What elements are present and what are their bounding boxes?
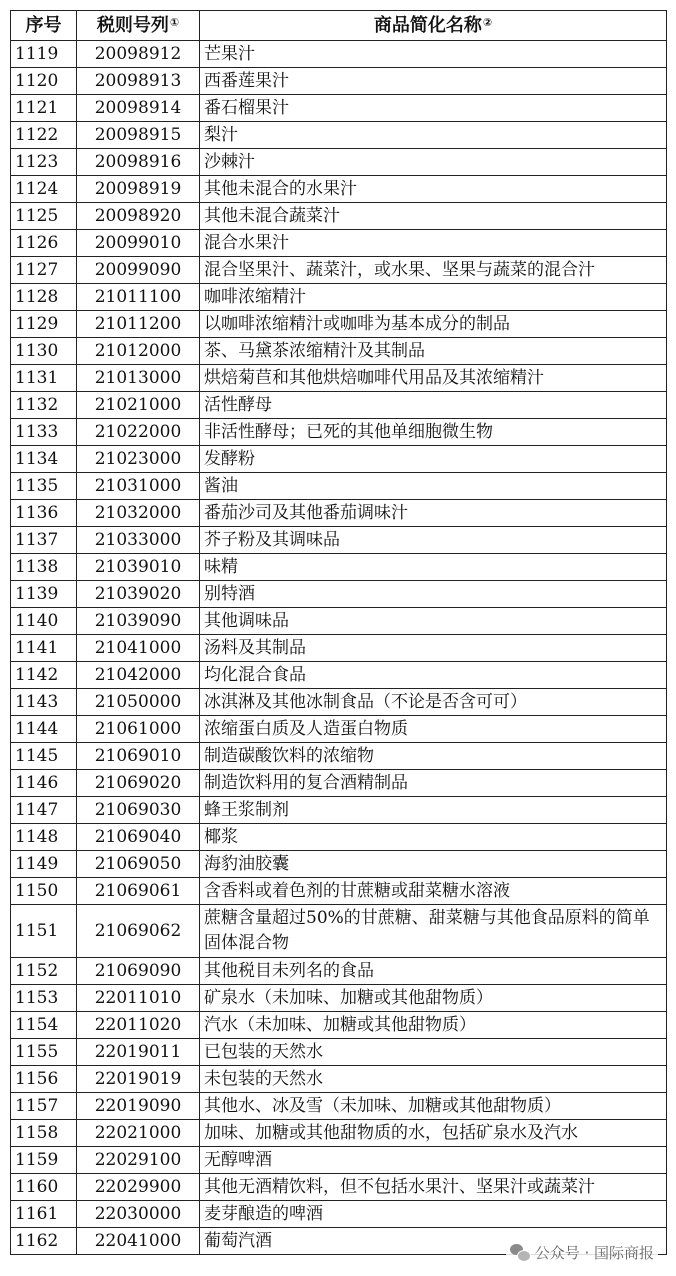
row-seq: 1130 xyxy=(11,338,77,365)
row-seq: 1138 xyxy=(11,554,77,581)
row-name: 蜂王浆制剂 xyxy=(200,797,667,824)
row-seq: 1162 xyxy=(11,1228,77,1255)
row-seq: 1150 xyxy=(11,878,77,905)
row-seq: 1126 xyxy=(11,230,77,257)
row-code: 21031000 xyxy=(77,473,200,500)
row-name: 味精 xyxy=(200,554,667,581)
table-row xyxy=(11,1174,667,1201)
row-seq: 1137 xyxy=(11,527,77,554)
row-code: 21069010 xyxy=(77,743,200,770)
row-name: 以咖啡浓缩精汁或咖啡为基本成分的制品 xyxy=(200,311,667,338)
table-row xyxy=(11,608,667,635)
row-name: 汽水（未加味、加糖或其他甜物质） xyxy=(200,1012,667,1039)
row-seq: 1135 xyxy=(11,473,77,500)
row-code: 20098913 xyxy=(77,68,200,95)
row-code: 21069050 xyxy=(77,851,200,878)
row-code: 21013000 xyxy=(77,365,200,392)
row-name: 梨汁 xyxy=(200,122,667,149)
table-row xyxy=(11,41,667,68)
row-seq: 1142 xyxy=(11,662,77,689)
row-code: 20098914 xyxy=(77,95,200,122)
row-name: 无醇啤酒 xyxy=(200,1147,667,1174)
row-name: 发酵粉 xyxy=(200,446,667,473)
row-seq: 1134 xyxy=(11,446,77,473)
row-name: 酱油 xyxy=(200,473,667,500)
row-seq: 1161 xyxy=(11,1201,77,1228)
row-seq: 1144 xyxy=(11,716,77,743)
row-name: 其他调味品 xyxy=(200,608,667,635)
table-row xyxy=(11,905,667,958)
table-row xyxy=(11,203,667,230)
row-name: 汤料及其制品 xyxy=(200,635,667,662)
row-code: 21039090 xyxy=(77,608,200,635)
table-row xyxy=(11,392,667,419)
row-code: 21023000 xyxy=(77,446,200,473)
row-code: 20099090 xyxy=(77,257,200,284)
row-seq: 1157 xyxy=(11,1093,77,1120)
row-code: 20099010 xyxy=(77,230,200,257)
row-code: 21050000 xyxy=(77,689,200,716)
row-code: 21039020 xyxy=(77,581,200,608)
row-seq: 1139 xyxy=(11,581,77,608)
row-seq: 1147 xyxy=(11,797,77,824)
row-code: 22029100 xyxy=(77,1147,200,1174)
row-name: 蔗糖含量超过50%的甘蔗糖、甜菜糖与其他食品原料的简单固体混合物 xyxy=(200,905,667,958)
row-code: 21069040 xyxy=(77,824,200,851)
row-name: 已包装的天然水 xyxy=(200,1039,667,1066)
row-code: 20098919 xyxy=(77,176,200,203)
table-row xyxy=(11,68,667,95)
footnote-mark: ① xyxy=(169,15,180,29)
table-row xyxy=(11,1039,667,1066)
table-row xyxy=(11,1147,667,1174)
row-code: 21061000 xyxy=(77,716,200,743)
row-seq: 1127 xyxy=(11,257,77,284)
row-seq: 1159 xyxy=(11,1147,77,1174)
row-code: 22041000 xyxy=(77,1228,200,1255)
row-code: 21069090 xyxy=(77,958,200,985)
row-seq: 1132 xyxy=(11,392,77,419)
row-name: 其他无酒精饮料，但不包括水果汁、坚果汁或蔬菜汁 xyxy=(200,1174,667,1201)
table-row xyxy=(11,662,667,689)
row-code: 22021000 xyxy=(77,1120,200,1147)
row-seq: 1128 xyxy=(11,284,77,311)
row-seq: 1145 xyxy=(11,743,77,770)
table-row xyxy=(11,716,667,743)
table-row xyxy=(11,500,667,527)
table-row xyxy=(11,338,667,365)
table-row xyxy=(11,95,667,122)
row-name: 海豹油胶囊 xyxy=(200,851,667,878)
table-row xyxy=(11,176,667,203)
row-seq: 1140 xyxy=(11,608,77,635)
header-name: 商品简化名称② xyxy=(200,11,667,41)
row-seq: 1155 xyxy=(11,1039,77,1066)
table-row xyxy=(11,770,667,797)
table-row xyxy=(11,878,667,905)
row-seq: 1121 xyxy=(11,95,77,122)
row-name: 芥子粉及其调味品 xyxy=(200,527,667,554)
table-row xyxy=(11,473,667,500)
row-seq: 1136 xyxy=(11,500,77,527)
row-seq: 1154 xyxy=(11,1012,77,1039)
row-name: 芒果汁 xyxy=(200,41,667,68)
row-seq: 1122 xyxy=(11,122,77,149)
row-seq: 1124 xyxy=(11,176,77,203)
row-code: 21011200 xyxy=(77,311,200,338)
row-name: 麦芽酿造的啤酒 xyxy=(200,1201,667,1228)
row-code: 21022000 xyxy=(77,419,200,446)
row-seq: 1153 xyxy=(11,985,77,1012)
row-seq: 1146 xyxy=(11,770,77,797)
watermark-text: 公众号 · 国际商报 xyxy=(534,1244,654,1262)
table-row xyxy=(11,689,667,716)
footnote-mark: ② xyxy=(482,15,493,29)
row-code: 21021000 xyxy=(77,392,200,419)
table-row xyxy=(11,419,667,446)
row-code: 20098915 xyxy=(77,122,200,149)
row-code: 22019090 xyxy=(77,1093,200,1120)
header-seq: 序号 xyxy=(11,11,77,41)
row-seq: 1133 xyxy=(11,419,77,446)
table-row xyxy=(11,958,667,985)
row-code: 21011100 xyxy=(77,284,200,311)
wechat-icon xyxy=(510,1244,530,1261)
row-seq: 1160 xyxy=(11,1174,77,1201)
row-code: 21069062 xyxy=(77,905,200,958)
table-row xyxy=(11,1201,667,1228)
row-seq: 1148 xyxy=(11,824,77,851)
row-code: 20098920 xyxy=(77,203,200,230)
row-code: 21039010 xyxy=(77,554,200,581)
table-body xyxy=(11,41,667,1255)
row-seq: 1151 xyxy=(11,905,77,958)
row-code: 22011020 xyxy=(77,1012,200,1039)
row-name: 混合水果汁 xyxy=(200,230,667,257)
row-name: 其他未混合蔬菜汁 xyxy=(200,203,667,230)
row-name: 其他税目未列名的食品 xyxy=(200,958,667,985)
row-code: 22029900 xyxy=(77,1174,200,1201)
row-name: 番茄沙司及其他番茄调味汁 xyxy=(200,500,667,527)
table-row xyxy=(11,446,667,473)
row-name: 茶、马黛茶浓缩精汁及其制品 xyxy=(200,338,667,365)
row-name: 葡萄汽酒 xyxy=(200,1228,667,1255)
row-seq: 1143 xyxy=(11,689,77,716)
row-name: 制造碳酸饮料的浓缩物 xyxy=(200,743,667,770)
row-name: 西番莲果汁 xyxy=(200,68,667,95)
table-row xyxy=(11,149,667,176)
row-name: 均化混合食品 xyxy=(200,662,667,689)
row-code: 21042000 xyxy=(77,662,200,689)
row-seq: 1119 xyxy=(11,41,77,68)
row-code: 21012000 xyxy=(77,338,200,365)
row-name: 矿泉水（未加味、加糖或其他甜物质） xyxy=(200,985,667,1012)
row-seq: 1131 xyxy=(11,365,77,392)
row-code: 21069020 xyxy=(77,770,200,797)
row-name: 其他水、冰及雪（未加味、加糖或其他甜物质） xyxy=(200,1093,667,1120)
table-row xyxy=(11,311,667,338)
row-name: 烘焙菊苣和其他烘焙咖啡代用品及其浓缩精汁 xyxy=(200,365,667,392)
table-row xyxy=(11,635,667,662)
row-name: 制造饮料用的复合酒精制品 xyxy=(200,770,667,797)
row-seq: 1120 xyxy=(11,68,77,95)
row-code: 21032000 xyxy=(77,500,200,527)
table-row xyxy=(11,365,667,392)
table-row xyxy=(11,122,667,149)
row-code: 22030000 xyxy=(77,1201,200,1228)
table-row xyxy=(11,257,667,284)
table-row xyxy=(11,581,667,608)
table-row xyxy=(11,1093,667,1120)
row-name: 非活性酵母；已死的其他单细胞微生物 xyxy=(200,419,667,446)
table-row xyxy=(11,824,667,851)
row-name: 冰淇淋及其他冰制食品（不论是否含可可） xyxy=(200,689,667,716)
row-code: 20098916 xyxy=(77,149,200,176)
header-code: 税则号列① xyxy=(77,11,200,41)
table-row xyxy=(11,1066,667,1093)
table-row xyxy=(11,1120,667,1147)
row-name: 浓缩蛋白质及人造蛋白物质 xyxy=(200,716,667,743)
row-name: 未包装的天然水 xyxy=(200,1066,667,1093)
row-code: 21069030 xyxy=(77,797,200,824)
row-code: 22019019 xyxy=(77,1066,200,1093)
row-name: 加味、加糖或其他甜物质的水，包括矿泉水及汽水 xyxy=(200,1120,667,1147)
table-row xyxy=(11,743,667,770)
row-seq: 1158 xyxy=(11,1120,77,1147)
row-seq: 1149 xyxy=(11,851,77,878)
row-seq: 1129 xyxy=(11,311,77,338)
table-header-row xyxy=(11,11,667,41)
watermark xyxy=(506,1241,658,1264)
row-name: 含香料或着色剂的甘蔗糖或甜菜糖水溶液 xyxy=(200,878,667,905)
row-code: 21069061 xyxy=(77,878,200,905)
table-row xyxy=(11,284,667,311)
row-code: 21041000 xyxy=(77,635,200,662)
table-row xyxy=(11,527,667,554)
tariff-table xyxy=(10,10,667,1255)
row-seq: 1141 xyxy=(11,635,77,662)
row-name: 番石榴果汁 xyxy=(200,95,667,122)
row-name: 其他未混合的水果汁 xyxy=(200,176,667,203)
row-code: 22011010 xyxy=(77,985,200,1012)
row-name: 咖啡浓缩精汁 xyxy=(200,284,667,311)
row-seq: 1152 xyxy=(11,958,77,985)
row-seq: 1125 xyxy=(11,203,77,230)
row-code: 22019011 xyxy=(77,1039,200,1066)
table-row xyxy=(11,851,667,878)
row-name: 沙棘汁 xyxy=(200,149,667,176)
table-row xyxy=(11,797,667,824)
table-row xyxy=(11,554,667,581)
row-seq: 1123 xyxy=(11,149,77,176)
table-row xyxy=(11,985,667,1012)
row-code: 20098912 xyxy=(77,41,200,68)
table-row xyxy=(11,1012,667,1039)
row-name: 活性酵母 xyxy=(200,392,667,419)
row-code: 21033000 xyxy=(77,527,200,554)
table-row xyxy=(11,230,667,257)
row-seq: 1156 xyxy=(11,1066,77,1093)
row-name: 椰浆 xyxy=(200,824,667,851)
row-name: 混合坚果汁、蔬菜汁，或水果、坚果与蔬菜的混合汁 xyxy=(200,257,667,284)
row-name: 别特酒 xyxy=(200,581,667,608)
